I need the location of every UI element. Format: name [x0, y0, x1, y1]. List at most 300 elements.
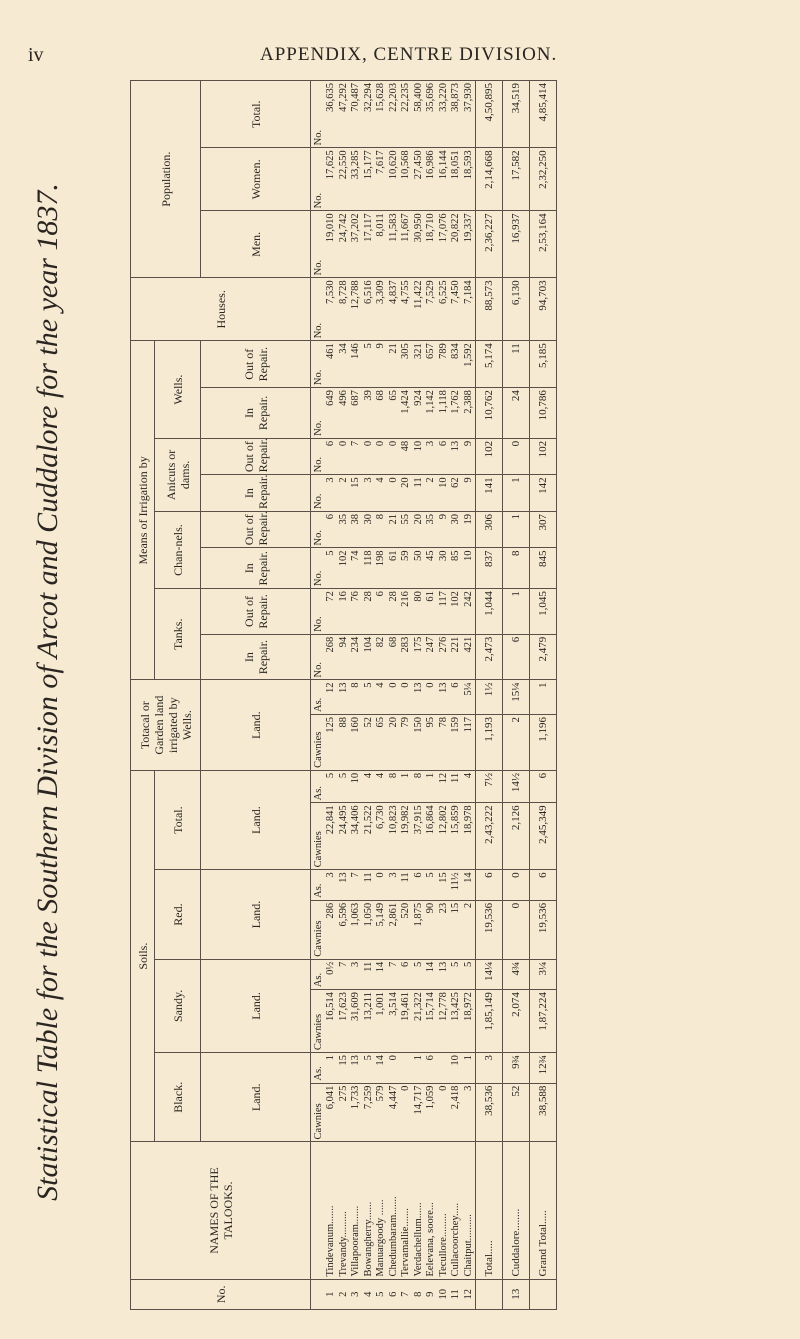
cell-value: 649 [325, 388, 338, 439]
cell-value: 520 [400, 900, 413, 959]
unit-label: No. [311, 81, 326, 148]
cell-value: 9 [463, 438, 476, 475]
cell-value: 24 [503, 388, 530, 439]
cell-value: 13 [350, 1053, 363, 1083]
cell-value: 0 [338, 438, 351, 475]
cell-value: 4 [375, 770, 388, 803]
cell-value: 11,422 [413, 278, 426, 341]
cell-value: 421 [463, 634, 476, 680]
cell-value: 12,788 [350, 278, 363, 341]
talook-row [425, 81, 438, 1310]
cell-value: 687 [350, 388, 363, 439]
cell-value: 61 [388, 548, 401, 589]
cell-value: 14,717 [413, 1083, 426, 1142]
cell-value: 1,85,149 [476, 990, 503, 1053]
header-garden-land-sub: Land. [201, 680, 311, 770]
cell-value: 15,628 [375, 81, 388, 148]
row-number: 10 [438, 1279, 451, 1309]
row-number: 12 [463, 1279, 476, 1309]
cell-value: 47,292 [338, 81, 351, 148]
page-number: iv [28, 44, 44, 66]
talook-name: Cuddalore........ [503, 1142, 530, 1279]
cell-value: 65 [375, 715, 388, 771]
unit-label: No. [311, 388, 326, 439]
cell-value: 6 [438, 438, 451, 475]
cell-value: 59 [400, 548, 413, 589]
cell-value: 4 [363, 770, 376, 803]
cell-value: 1 [413, 1053, 426, 1083]
cell-value: 38 [350, 511, 363, 548]
cell-value: 10,762 [476, 388, 503, 439]
cell-value: 4,85,414 [530, 81, 557, 148]
cell-value: 37,202 [350, 211, 363, 278]
cell-value: 12 [325, 680, 338, 715]
cell-value: 5 [363, 1053, 376, 1083]
cell-value: 13 [450, 438, 463, 475]
cell-value: 5 [325, 548, 338, 589]
cell-value: 5,185 [530, 341, 557, 388]
cell-value: 94,703 [530, 278, 557, 341]
cell-value: 789 [438, 341, 451, 388]
header-tanks: Tanks. [155, 589, 201, 680]
talook-row [438, 81, 451, 1310]
cell-value: 3 [476, 1053, 503, 1083]
unit-label: No. [311, 211, 326, 278]
cell-value: 3 [463, 1083, 476, 1142]
cell-value: 90 [425, 900, 438, 959]
cell-value: 14½ [503, 770, 530, 803]
cell-value: 6 [325, 438, 338, 475]
cell-value: 38,536 [476, 1083, 503, 1142]
cell-value: 7,529 [425, 278, 438, 341]
talook-row [463, 81, 476, 1310]
talook-row [338, 81, 351, 1310]
cell-value: 15,177 [363, 148, 376, 211]
row-number: 9 [425, 1279, 438, 1309]
cell-value: 27,450 [413, 148, 426, 211]
header-garden-land: Totacal or Garden land irrigated by Wells. [131, 680, 201, 770]
cell-value: 15 [438, 870, 451, 900]
cell-value: 7 [388, 959, 401, 989]
cell-value: 102 [476, 438, 503, 475]
cell-value: 275 [338, 1083, 351, 1142]
cell-value: 104 [363, 634, 376, 680]
header-means-of-irrigation: Means of Irrigation by [131, 341, 155, 680]
cell-value: 17,076 [438, 211, 451, 278]
cell-value: 6 [530, 770, 557, 803]
unit-label: No. [311, 438, 326, 475]
cell-value: 321 [413, 341, 426, 388]
unit-label [311, 1279, 326, 1309]
cell-value: 9 [463, 475, 476, 512]
cell-value: 0 [400, 1083, 413, 1142]
summary-row [503, 81, 530, 1310]
cell-value: 13 [438, 680, 451, 715]
talook-row [388, 81, 401, 1310]
unit-label: No. [311, 548, 326, 589]
talook-name: Total..... [476, 1142, 503, 1279]
cell-value: 78 [438, 715, 451, 771]
cell-value: 1 [503, 475, 530, 512]
cell-value: 0 [503, 438, 530, 475]
cell-value: 35,696 [425, 81, 438, 148]
cell-value: 5 [363, 680, 376, 715]
unit-label: No. [311, 278, 326, 341]
cell-value: 85 [450, 548, 463, 589]
header-channels-out-of-repair: Out of Repair. [201, 511, 311, 548]
row-number: 2 [338, 1279, 351, 1309]
cell-value: 7,450 [450, 278, 463, 341]
cell-value: 17,117 [363, 211, 376, 278]
cell-value: 14 [463, 870, 476, 900]
cell-value: 1 [400, 770, 413, 803]
cell-value: 8 [350, 680, 363, 715]
cell-value: 3 [388, 870, 401, 900]
cell-value: 11,583 [388, 211, 401, 278]
cell-value: 837 [476, 548, 503, 589]
cell-value: 9 [438, 511, 451, 548]
summary-row [476, 81, 503, 1310]
header-sandy: Sandy. [155, 959, 201, 1052]
cell-value: 19,337 [463, 211, 476, 278]
cell-value: 15,859 [450, 803, 463, 870]
unit-label: Cawnies [311, 803, 326, 870]
row-number: 6 [388, 1279, 401, 1309]
cell-value: 175 [413, 634, 426, 680]
cell-value: 307 [530, 511, 557, 548]
cell-value: 7,617 [375, 148, 388, 211]
cell-value: 23 [438, 900, 451, 959]
cell-value: 1,142 [425, 388, 438, 439]
cell-value: 10 [438, 475, 451, 512]
cell-value: 10,823 [388, 803, 401, 870]
header-sandy-land: Land. [201, 959, 311, 1052]
row-number: 3 [350, 1279, 363, 1309]
cell-value: 6 [503, 634, 530, 680]
cell-value: 94 [338, 634, 351, 680]
cell-value: 2,074 [503, 990, 530, 1053]
cell-value: 13 [338, 870, 351, 900]
header-tanks-in-repair: In Repair. [201, 634, 311, 680]
cell-value: 18,710 [425, 211, 438, 278]
cell-value: 55 [400, 511, 413, 548]
cell-value: 8 [388, 770, 401, 803]
cell-value: 36,635 [325, 81, 338, 148]
cell-value: 4 [463, 770, 476, 803]
cell-value: 1,118 [438, 388, 451, 439]
cell-value: 117 [463, 715, 476, 771]
talook-row [450, 81, 463, 1310]
cell-value: 3 [363, 475, 376, 512]
unit-label: No. [311, 148, 326, 211]
cell-value: 16,864 [425, 803, 438, 870]
cell-value: 30,950 [413, 211, 426, 278]
cell-value: 1,424 [400, 388, 413, 439]
cell-value: 3 [350, 959, 363, 989]
cell-value: 30 [363, 511, 376, 548]
cell-value: 21,322 [413, 990, 426, 1053]
cell-value: 15,714 [425, 990, 438, 1053]
cell-value: 834 [450, 341, 463, 388]
cell-value: 216 [400, 589, 413, 635]
cell-value: 7,530 [325, 278, 338, 341]
cell-value: 4 [375, 475, 388, 512]
cell-value: 118 [363, 548, 376, 589]
cell-value: 2,43,222 [476, 803, 503, 870]
cell-value: 34,519 [503, 81, 530, 148]
unit-label: As. [311, 770, 326, 803]
cell-value: 7,259 [363, 1083, 376, 1142]
cell-value: 11 [363, 959, 376, 989]
talook-name: Chedumbaram....... [388, 1142, 401, 1279]
cell-value: 8 [503, 548, 530, 589]
table-body [311, 81, 557, 1310]
cell-value: 11 [400, 870, 413, 900]
cell-value: 2,126 [503, 803, 530, 870]
cell-value: 8 [413, 770, 426, 803]
cell-value: 2,45,349 [530, 803, 557, 870]
statistical-table [130, 80, 557, 1310]
cell-value: 2,14,668 [476, 148, 503, 211]
cell-value: 4 [375, 680, 388, 715]
cell-value: 5 [425, 870, 438, 900]
header-anicuts-in-repair: In Repair. [201, 475, 311, 512]
cell-value: 80 [413, 589, 426, 635]
cell-value: 17,582 [503, 148, 530, 211]
cell-value: 39 [363, 388, 376, 439]
talook-name: Verdachellum...... [413, 1142, 426, 1279]
cell-value: 74 [350, 548, 363, 589]
row-number: 4 [363, 1279, 376, 1309]
header-soils-total: Total. [155, 770, 201, 870]
cell-value: 13,211 [363, 990, 376, 1053]
table-title: Statistical Table for the Southern Division of Arcot and Cuddalore for the year 1837. [31, 183, 64, 1201]
cell-value: 33,285 [350, 148, 363, 211]
unit-label: No. [311, 634, 326, 680]
talook-row [375, 81, 388, 1310]
cell-value: 20 [400, 475, 413, 512]
cell-value: 2 [338, 475, 351, 512]
cell-value: 22,203 [388, 81, 401, 148]
cell-value: 6,596 [338, 900, 351, 959]
cell-value: 247 [425, 634, 438, 680]
cell-value: 38,873 [450, 81, 463, 148]
cell-value: 13 [338, 680, 351, 715]
talook-row [325, 81, 338, 1310]
cell-value: 34 [338, 341, 351, 388]
row-number: 8 [413, 1279, 426, 1309]
cell-value: 0 [503, 870, 530, 900]
cell-value: 6,130 [503, 278, 530, 341]
cell-value: 10,568 [400, 148, 413, 211]
cell-value: 20 [388, 715, 401, 771]
cell-value: 1 [503, 511, 530, 548]
cell-value: 79 [400, 715, 413, 771]
cell-value: 150 [413, 715, 426, 771]
header-wells: Wells. [155, 341, 201, 439]
cell-value: 142 [530, 475, 557, 512]
cell-value: 461 [325, 341, 338, 388]
cell-value: 22,235 [400, 81, 413, 148]
cell-value: 7 [338, 959, 351, 989]
cell-value: 2,388 [463, 388, 476, 439]
cell-value: 286 [325, 900, 338, 959]
cell-value: 1,045 [530, 589, 557, 635]
talook-row [350, 81, 363, 1310]
cell-value: 52 [503, 1083, 530, 1142]
header-red: Red. [155, 870, 201, 959]
unit-label: No. [311, 511, 326, 548]
cell-value: 0 [388, 680, 401, 715]
cell-value: 6,730 [375, 803, 388, 870]
row-number [530, 1279, 557, 1309]
cell-value: 0 [375, 438, 388, 475]
cell-value: 32,294 [363, 81, 376, 148]
row-number: 13 [503, 1279, 530, 1309]
cell-value: 24,742 [338, 211, 351, 278]
cell-value: 283 [400, 634, 413, 680]
cell-value: 102 [530, 438, 557, 475]
cell-value: 10,620 [388, 148, 401, 211]
header-soils: Soils. [131, 770, 155, 1142]
cell-value: 9¾ [503, 1053, 530, 1083]
cell-value: 496 [338, 388, 351, 439]
cell-value: 6,041 [325, 1083, 338, 1142]
cell-value: 2 [463, 900, 476, 959]
cell-value: 2,32,250 [530, 148, 557, 211]
unit-label: Cawnies [311, 900, 326, 959]
cell-value: 1,592 [463, 341, 476, 388]
cell-value: 8,728 [338, 278, 351, 341]
cell-value: 102 [450, 589, 463, 635]
cell-value: 17,623 [338, 990, 351, 1053]
cell-value [400, 1053, 413, 1083]
statistical-table-container [130, 80, 582, 1310]
cell-value [438, 1053, 451, 1083]
header-anicuts: Anicuts or dams. [155, 438, 201, 511]
cell-value: 1,193 [476, 715, 503, 771]
cell-value: 68 [388, 634, 401, 680]
cell-value: 0½ [325, 959, 338, 989]
cell-value: 4¾ [503, 959, 530, 989]
cell-value: 6,525 [438, 278, 451, 341]
cell-value: 5¼ [463, 680, 476, 715]
cell-value: 6 [476, 870, 503, 900]
cell-value: 58,400 [413, 81, 426, 148]
cell-value: 7 [350, 438, 363, 475]
cell-value: 12 [438, 770, 451, 803]
cell-value: 5 [338, 770, 351, 803]
talook-name: Trevandy.......... [338, 1142, 351, 1279]
header-talook-names: NAMES OF THE TALOOKS. [131, 1142, 311, 1279]
cell-value: 28 [388, 589, 401, 635]
cell-value: 65 [388, 388, 401, 439]
unit-label: Cawnies [311, 1083, 326, 1142]
cell-value: 8,011 [375, 211, 388, 278]
cell-value: 6 [425, 1053, 438, 1083]
cell-value: 2,479 [530, 634, 557, 680]
cell-value: 11½ [450, 870, 463, 900]
cell-value: 50 [413, 548, 426, 589]
cell-value: 16,144 [438, 148, 451, 211]
cell-value: 5 [363, 341, 376, 388]
cell-value: 10 [413, 438, 426, 475]
header-black: Black. [155, 1053, 201, 1142]
cell-value: 16,514 [325, 990, 338, 1053]
cell-value: 15 [338, 1053, 351, 1083]
cell-value: 88 [338, 715, 351, 771]
cell-value: 6 [450, 680, 463, 715]
cell-value: 10 [350, 770, 363, 803]
cell-value: 1 [463, 1053, 476, 1083]
header-wells-in-repair: In Repair. [201, 388, 311, 439]
cell-value: 0 [363, 438, 376, 475]
cell-value: 31,609 [350, 990, 363, 1053]
cell-value: 11 [413, 475, 426, 512]
cell-value: 3 [325, 475, 338, 512]
cell-value: 579 [375, 1083, 388, 1142]
unit-label [311, 1142, 326, 1279]
cell-value: 1 [325, 1053, 338, 1083]
cell-value: 22,841 [325, 803, 338, 870]
header-red-land: Land. [201, 870, 311, 959]
cell-value: 2,36,227 [476, 211, 503, 278]
cell-value: 6,516 [363, 278, 376, 341]
cell-value: 7,184 [463, 278, 476, 341]
header-channels-in-repair: In Repair. [201, 548, 311, 589]
cell-value: 16 [338, 589, 351, 635]
cell-value: 35 [425, 511, 438, 548]
cell-value: 3,309 [375, 278, 388, 341]
cell-value: 117 [438, 589, 451, 635]
cell-value: 6 [375, 589, 388, 635]
cell-value: 1½ [476, 680, 503, 715]
cell-value: 95 [425, 715, 438, 771]
cell-value: 2,473 [476, 634, 503, 680]
talook-row [413, 81, 426, 1310]
cell-value: 19,461 [400, 990, 413, 1053]
cell-value: 2,53,164 [530, 211, 557, 278]
cell-value: 6 [413, 870, 426, 900]
cell-value: 11 [450, 770, 463, 803]
cell-value: 12,802 [438, 803, 451, 870]
cell-value: 70,487 [350, 81, 363, 148]
cell-value: 13,425 [450, 990, 463, 1053]
talook-name: Cullacoorchey..... [450, 1142, 463, 1279]
cell-value: 15 [350, 475, 363, 512]
unit-label: Cawnies [311, 715, 326, 771]
cell-value: 62 [450, 475, 463, 512]
cell-value: 657 [425, 341, 438, 388]
cell-value: 845 [530, 548, 557, 589]
cell-value: 34,406 [350, 803, 363, 870]
cell-value: 18,972 [463, 990, 476, 1053]
cell-value: 19,536 [530, 900, 557, 959]
unit-label: As. [311, 870, 326, 900]
unit-label: No. [311, 475, 326, 512]
cell-value: 234 [350, 634, 363, 680]
cell-value: 1,050 [363, 900, 376, 959]
cell-value: 52 [363, 715, 376, 771]
cell-value: 16,986 [425, 148, 438, 211]
cell-value: 5 [325, 770, 338, 803]
cell-value: 198 [375, 548, 388, 589]
cell-value: 33,220 [438, 81, 451, 148]
header-total-land: Land. [201, 770, 311, 870]
summary-row [530, 81, 557, 1310]
cell-value: 4,50,895 [476, 81, 503, 148]
cell-value: 7 [350, 870, 363, 900]
